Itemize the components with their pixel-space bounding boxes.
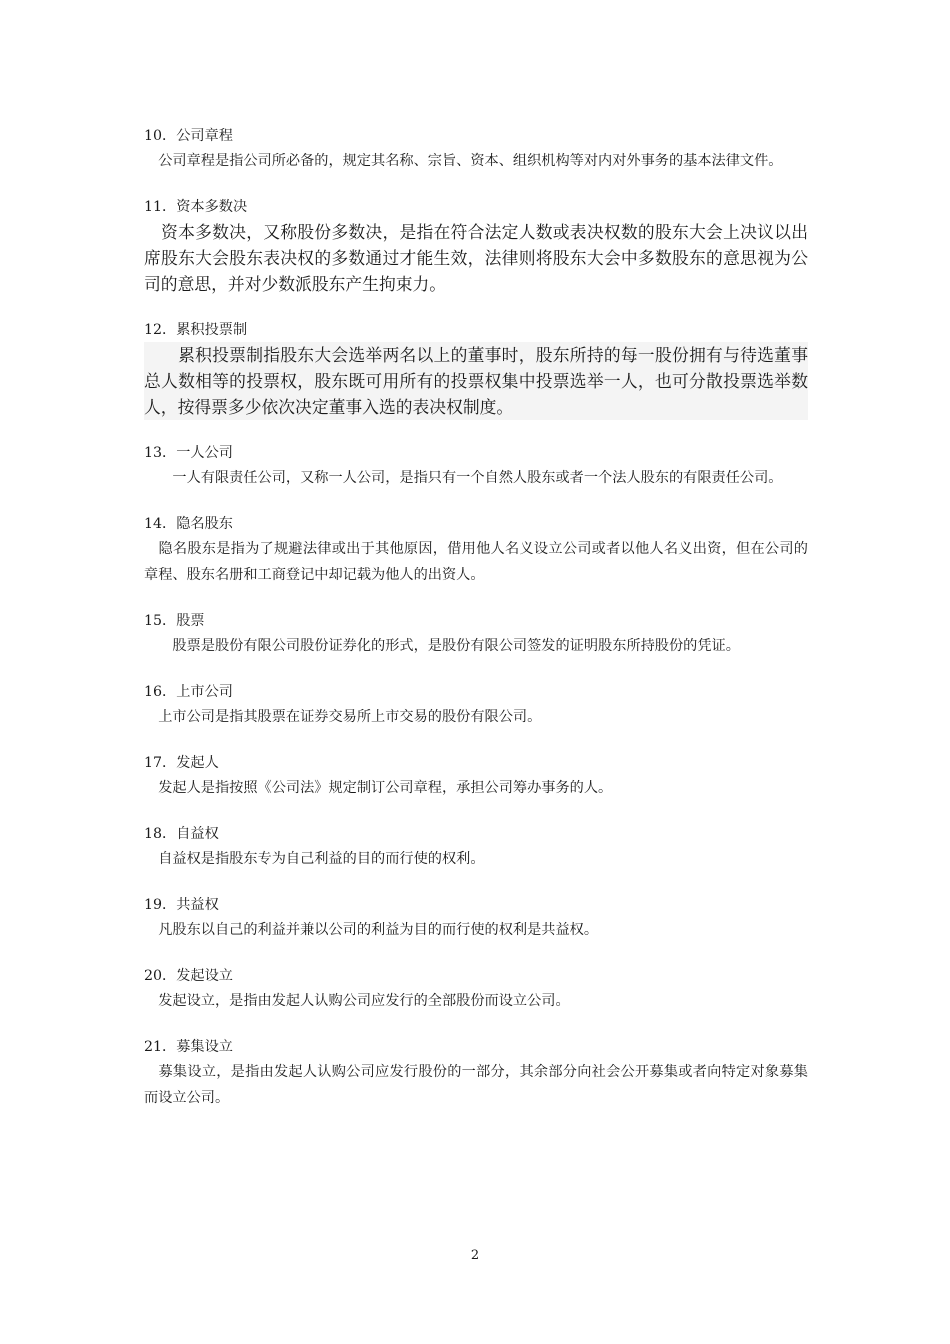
page-number: 2 — [470, 1248, 480, 1263]
term-definition: 发起人是指按照《公司法》规定制订公司章程，承担公司筹办事务的人。 — [144, 780, 613, 796]
term-entry-18 — [144, 822, 808, 872]
term-definition: 隐名股东是指为了规避法律或出于其他原因，借用他人名义设立公司或者以他人名义出资，但在公司的章程、股东名册和工商登记中却记载为他人的出资人。 — [144, 541, 808, 583]
term-heading: 17．发起人 — [144, 755, 219, 771]
document-body — [144, 124, 808, 1132]
term-definition: 募集设立，是指由发起人认购公司应发行股份的一部分，其余部分向社会公开募集或者向特定对象募集而设立公司。 — [144, 1064, 808, 1106]
term-definition: 发起设立，是指由发起人认购公司应发行的全部股份而设立公司。 — [144, 993, 570, 1009]
term-entry-19 — [144, 893, 808, 943]
term-definition: 自益权是指股东专为自己利益的目的而行使的权利。 — [144, 851, 485, 867]
term-entry-21 — [144, 1035, 808, 1111]
term-heading: 21．募集设立 — [144, 1039, 233, 1055]
term-definition: 资本多数决，又称股份多数决，是指在符合法定人数或表决权数的股东大会上决议以出席股东大会股东表决权的多数通过才能生效，法律则将股东大会中多数股东的意思视为公司的意思，并对少数派股东产生拘束力。 — [144, 222, 808, 294]
term-heading: 11．资本多数决 — [144, 199, 248, 215]
term-entry-20 — [144, 964, 808, 1014]
term-definition: 累积投票制指股东大会选举两名以上的董事时，股东所持的每一股份拥有与待选董事总人数相等的投票权，股东既可用所有的投票权集中投票选举一人，也可分散投票选举数人，按得票多少依次决定董事入选的表决权制度。 — [144, 342, 808, 420]
term-entry-14 — [144, 512, 808, 588]
term-heading: 18．自益权 — [144, 826, 219, 842]
term-heading: 14．隐名股东 — [144, 516, 233, 532]
term-heading: 20．发起设立 — [144, 968, 233, 984]
term-entry-10 — [144, 124, 808, 174]
term-heading: 10．公司章程 — [144, 128, 233, 144]
term-heading: 15．股票 — [144, 613, 205, 629]
term-definition: 上市公司是指其股票在证券交易所上市交易的股份有限公司。 — [144, 709, 542, 725]
term-definition: 一人有限责任公司，又称一人公司，是指只有一个自然人股东或者一个法人股东的有限责任公司。 — [144, 470, 783, 486]
term-entry-12 — [144, 318, 808, 420]
term-definition: 凡股东以自己的利益并兼以公司的利益为目的而行使的权利是共益权。 — [144, 922, 599, 938]
term-heading: 12．累积投票制 — [144, 322, 248, 338]
term-entry-17 — [144, 751, 808, 801]
term-entry-15 — [144, 609, 808, 659]
term-entry-13 — [144, 441, 808, 491]
term-entry-16 — [144, 680, 808, 730]
term-heading: 16．上市公司 — [144, 684, 233, 700]
term-definition: 股票是股份有限公司股份证券化的形式，是股份有限公司签发的证明股东所持股份的凭证。 — [144, 638, 740, 654]
term-heading: 19．共益权 — [144, 897, 219, 913]
term-heading: 13．一人公司 — [144, 445, 233, 461]
term-entry-11 — [144, 195, 808, 297]
term-definition: 公司章程是指公司所必备的，规定其名称、宗旨、资本、组织机构等对内对外事务的基本法律文件。 — [144, 153, 783, 169]
